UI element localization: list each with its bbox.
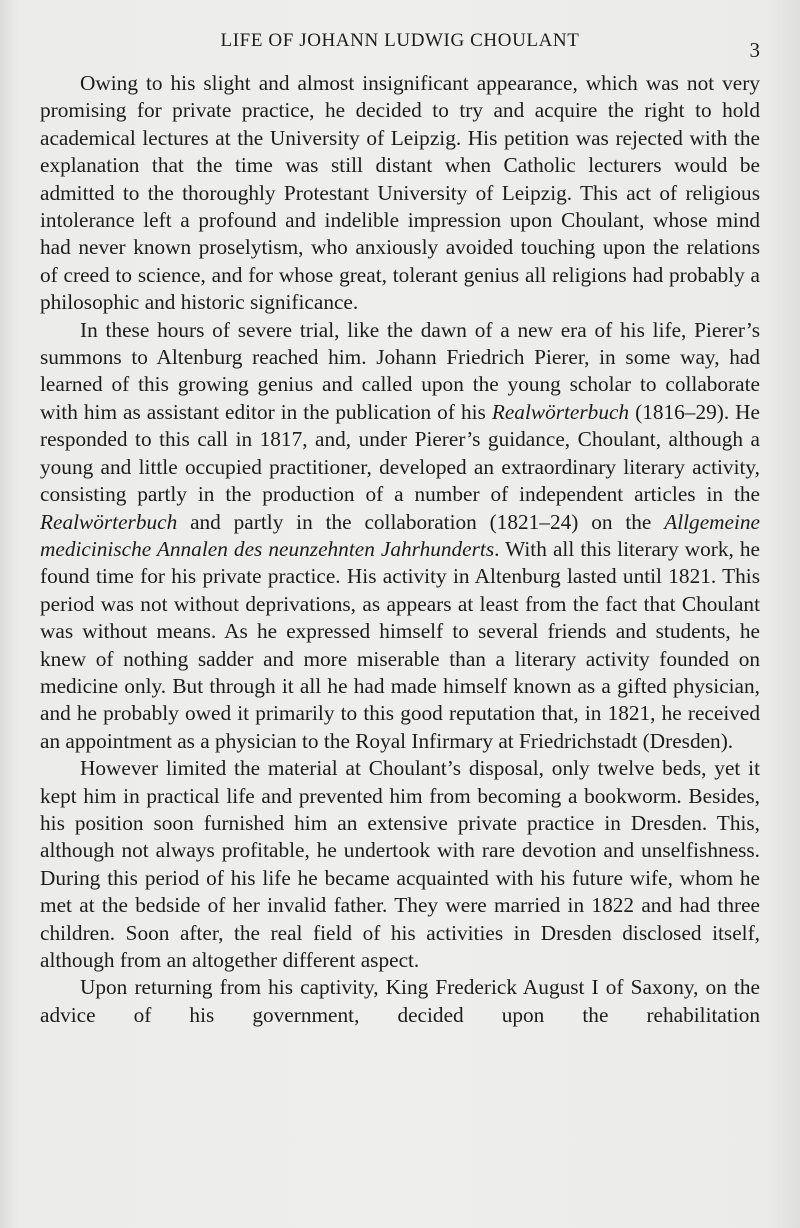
italic-title-text: Allgemeine medicinische Annalen des neunzehnten Jahrhunderts: [40, 509, 760, 561]
paragraph: [40, 974, 760, 1029]
paragraph-text: and partly in the collaboration (1821–24) on the: [177, 509, 665, 534]
paragraph-text: However limited the material at Choulant’s disposal, only twelve beds, yet it kept him in practical life and prevented him from becoming a bookworm. Besides, his position soon furnished him an extensive private practice in Dresden. This, although not always profitable, he undertook with rare devotion and unselfishness. During this period of his life he became acquainted with his future wife, whom he met at the bedside of her invalid father. They were married in 1822 and had three children. Soon after, the real field of his activities in Dresden disclosed itself, although from an altogether different aspect.: [40, 756, 760, 972]
paragraph-text: (1816–29). He responded to this call in 1817, and, under Pierer’s guidance, Choulant, although a young and little occupied practitioner, developed an extraordinary literary activity, consisting partly in the production of a number of independent articles in the: [40, 399, 761, 507]
page-number: 3: [749, 38, 760, 62]
body-text: [40, 70, 760, 1029]
paragraph-text: In these hours of severe trial, like the dawn of a new era of his life, Pierer’s summons to Altenburg reached him. Johann Friedrich Pierer, in some way, had learned of this growing genius and called upon the young scholar to collaborate with him as assistant editor in the publication of his: [40, 317, 760, 424]
italic-title-text: Realwörterbuch: [491, 399, 630, 424]
paragraph: [40, 70, 760, 317]
paragraph: [40, 755, 760, 974]
paragraph-text: . With all this literary work, he found time for his private practice. His activity in Altenburg lasted until 1821. This period was not without deprivations, as appears at least from the fact that Choulant was without means. As he expressed himself to several friends and students, he knew of nothing sadder and more miserable than a literary activity founded on medicine only. But through it all he had made himself known as a gifted physician, and he probably owed it primarily to this good reputation that, in 1821, he received an appointment as a physician to the Royal Infirmary at Friedrichstadt (Dresden).: [40, 536, 761, 753]
running-title: LIFE OF JOHANN LUDWIG CHOULANT: [220, 30, 580, 51]
paragraph-text: Owing to his slight and almost insignificant appearance, which was not very promising for private practice, he decided to try and acquire the right to hold academical lectures at the University of Leipzig. His petition was rejected with the explanation that the time was still distant when Catholic lecturers would be admitted to the thoroughly Protestant University of Leipzig. This act of religious intolerance left a profound and indelible impression upon Choulant, whose mind had never known proselytism, who anxiously avoided touching upon the relations of creed to science, and for whose great, tolerant genius all religions had probably a philosophic and historic significance.: [40, 71, 760, 315]
paragraph: [40, 317, 760, 756]
italic-title-text: Realwörterbuch: [40, 509, 178, 534]
paragraph-text: Upon returning from his captivity, King Frederick August I of Saxony, on the advice of his government, decided upon the rehabilitation: [40, 975, 760, 1027]
running-head: [40, 24, 760, 64]
